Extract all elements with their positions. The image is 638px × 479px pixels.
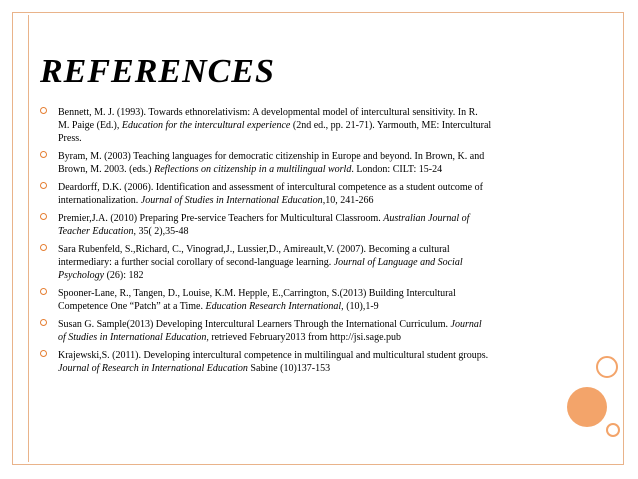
bullet-circle-icon bbox=[40, 288, 47, 295]
reference-item bbox=[40, 243, 595, 282]
reference-item bbox=[40, 318, 595, 344]
bullet-circle-icon bbox=[40, 151, 47, 158]
reference-item bbox=[40, 181, 595, 207]
bullet-circle-icon bbox=[40, 213, 47, 220]
reference-text: Premier,J.A. (2010) Preparing Pre-service Teachers for Multicultural Classroom. Australian Journal of Teacher Education, 35( 2),35-48 bbox=[58, 213, 470, 237]
reference-text: Spooner-Lane, R., Tangen, D., Louise, K.M. Hepple, E.,Carrington, S.(2013) Building Intercultural Competence One “Patch” at a Time. Education Research International, (10),1-9 bbox=[58, 288, 456, 312]
decorative-tiny-ring-icon bbox=[606, 423, 620, 437]
decorative-filled-circle-icon bbox=[567, 387, 607, 427]
reference-text: Krajewski,S. (2011). Developing intercultural competence in multilingual and multicultural student groups. Journal of Research in International Education Sabine (10)137-153 bbox=[58, 350, 489, 374]
reference-item bbox=[40, 106, 595, 145]
bullet-circle-icon bbox=[40, 350, 47, 357]
reference-list bbox=[40, 106, 595, 380]
decorative-small-ring-icon bbox=[596, 356, 618, 378]
bullet-circle-icon bbox=[40, 244, 47, 251]
bullet-circle-icon bbox=[40, 107, 47, 114]
reference-text: Byram, M. (2003) Teaching languages for democratic citizenship in Europe and beyond. In Brown, K. and Brown, M. 2003. (eds.) Reflections on citizenship in a multilingual world. London: CILT: 15-24 bbox=[58, 151, 485, 175]
bullet-circle-icon bbox=[40, 182, 47, 189]
bullet-circle-icon bbox=[40, 319, 47, 326]
slide-frame-left-bar bbox=[15, 15, 29, 462]
reference-text: Susan G. Sample(2013) Developing Intercultural Learners Through the International Curriculum. Journal of Studies in International Education, retrieved February2013 from http://jsi.sage.pub bbox=[58, 319, 482, 343]
reference-item bbox=[40, 287, 595, 313]
reference-text: Deardorff, D.K. (2006). Identification and assessment of intercultural competence as a student outcome of internationalization. Journal of Studies in International Education,10, 241-266 bbox=[58, 182, 483, 206]
reference-item bbox=[40, 212, 595, 238]
reference-item bbox=[40, 349, 595, 375]
reference-text: Sara Rubenfeld, S.,Richard, C., Vinograd,J., Lussier,D., Amireault,V. (2007). Becoming a cultural intermediary: a further social corollary of second-language learning. Journal of Language and Social Psychology (26): 182 bbox=[58, 244, 463, 281]
reference-text: Bennett, M. J. (1993). Towards ethnorelativism: A developmental model of intercultural sensitivity. In R. M. Paige (Ed.), Education for the intercultural experience (2nd ed., pp. 21-71). Yarmouth, ME: Intercultural Press. bbox=[58, 107, 492, 144]
reference-item bbox=[40, 150, 595, 176]
slide-title: REFERENCES bbox=[40, 53, 275, 90]
